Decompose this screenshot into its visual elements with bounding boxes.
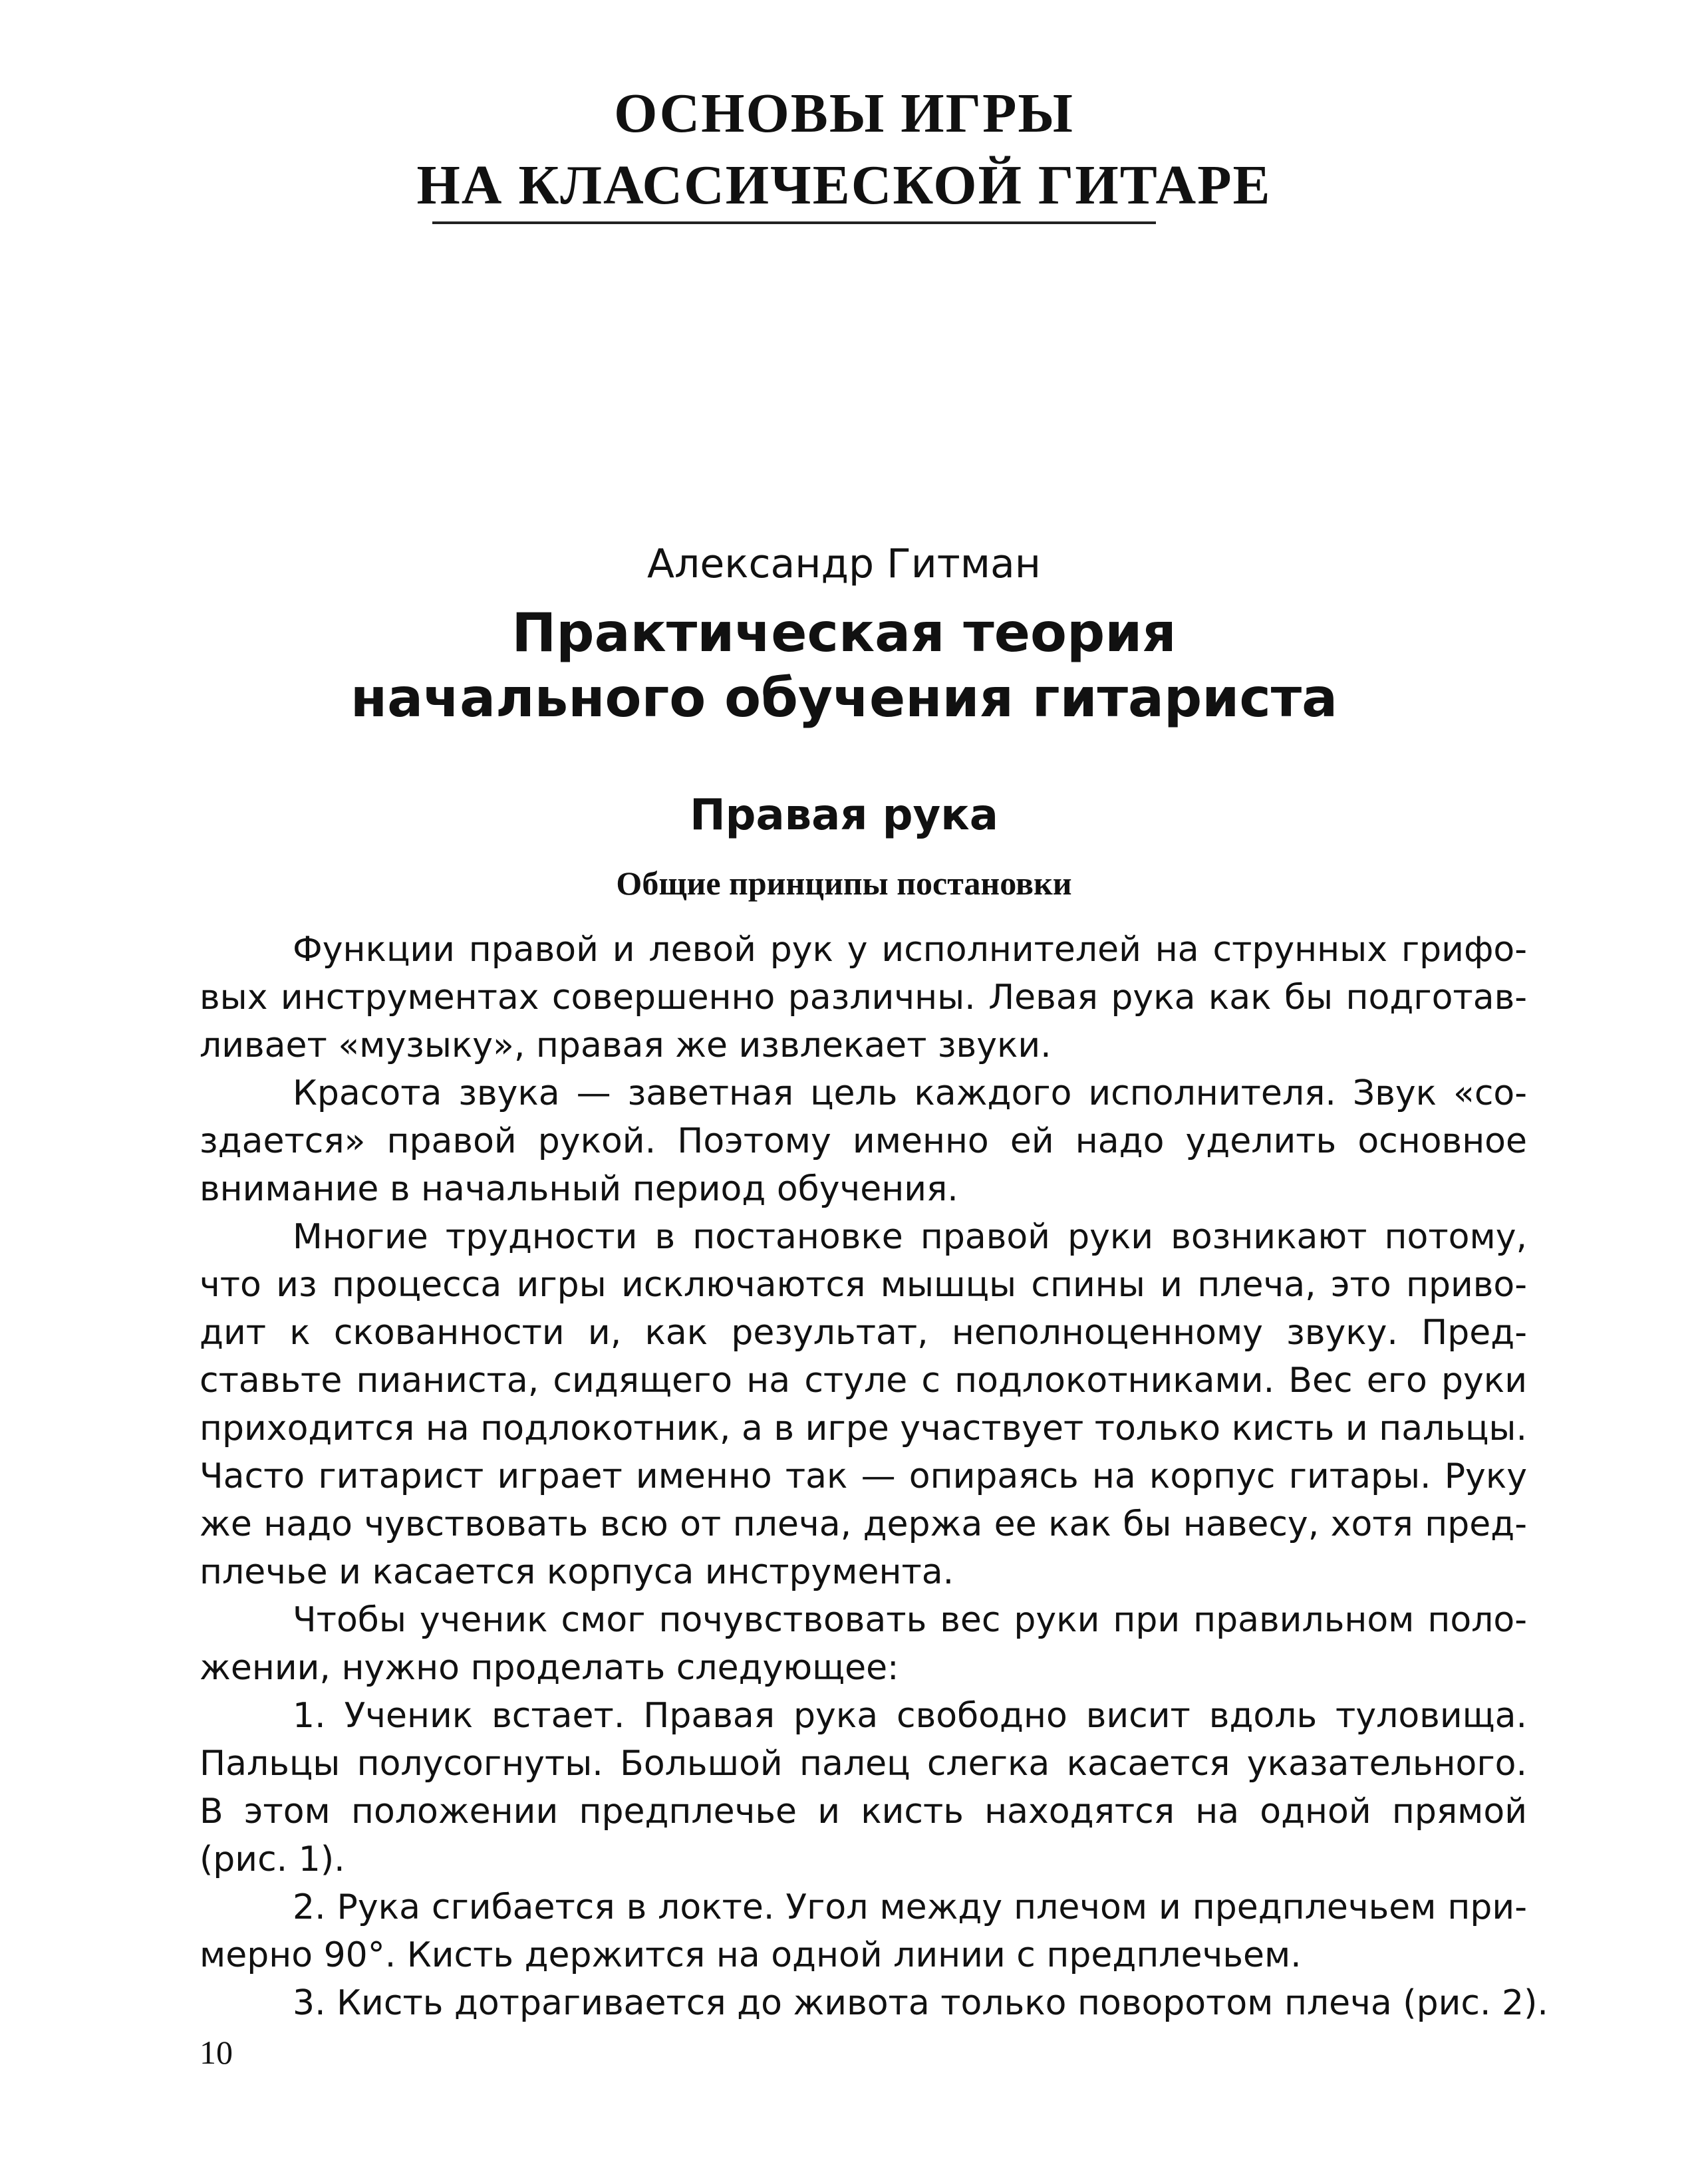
- body-line: внимание в начальный период обучения.: [200, 1169, 958, 1209]
- body-line: Чтобы ученик смог почувствовать вес руки при правильном поло-: [293, 1600, 1527, 1640]
- article-title-line-1: Практическая теория: [511, 602, 1177, 664]
- body-line: плечье и касается корпуса инструмента.: [200, 1552, 954, 1592]
- list-item-line: мерно 90°. Кисть держится на одной линии с предплечьем.: [200, 1935, 1302, 1975]
- body-line: здается» правой рукой. Поэтому именно ей надо уделить основное: [200, 1121, 1527, 1161]
- article-author: Александр Гитман: [647, 541, 1041, 587]
- list-item-line: 2. Рука сгибается в локте. Угол между плечом и предплечьем при-: [293, 1887, 1527, 1927]
- body-line: Часто гитарист играет именно так — опираясь на корпус гитары. Руку: [200, 1456, 1527, 1496]
- body-line: приходится на подлокотник, а в игре участвует только кисть и пальцы.: [200, 1409, 1527, 1448]
- body-line: ставьте пианиста, сидящего на стуле с подлокотниками. Вес его руки: [200, 1361, 1527, 1401]
- list-item-line: Пальцы полусогнуты. Большой палец слегка касается указательного.: [200, 1744, 1527, 1784]
- list-item-line: В этом положении предплечье и кисть находятся на одной прямой: [200, 1792, 1527, 1832]
- body-line: дит к скованности и, как результат, неполноценному звуку. Пред-: [200, 1313, 1527, 1353]
- body-line: что из процесса игры исключаются мышцы спины и плеча, это приво-: [200, 1265, 1527, 1305]
- body-line: Красота звука — заветная цель каждого исполнителя. Звук «со-: [293, 1073, 1527, 1113]
- body-line: Функции правой и левой рук у исполнителей на струнных грифо-: [293, 930, 1527, 970]
- article-title-line-2: начального обучения гитариста: [350, 667, 1338, 729]
- body-line: Многие трудности в постановке правой руки возникают потому,: [293, 1217, 1527, 1257]
- body-line: же надо чувствовать всю от плеча, держа ее как бы навесу, хотя пред-: [200, 1504, 1527, 1544]
- chapter-title-line-1: ОСНОВЫ ИГРЫ: [614, 82, 1074, 144]
- section-heading: Правая рука: [690, 791, 998, 840]
- list-item-line: 3. Кисть дотрагивается до живота только поворотом плеча (рис. 2).: [293, 1983, 1548, 2023]
- list-item-line: 1. Ученик встает. Правая рука свободно висит вдоль туловища.: [293, 1696, 1527, 1736]
- chapter-title-line-2: НА КЛАССИЧЕСКОЙ ГИТАРЕ: [416, 154, 1272, 216]
- body-line: ливает «музыку», правая же извлекает звуки.: [200, 1025, 1052, 1065]
- page-number: 10: [200, 2034, 233, 2071]
- title-underline: [432, 221, 1156, 224]
- subsection-heading: Общие принципы постановки: [616, 865, 1072, 902]
- body-line: жении, нужно проделать следующее:: [200, 1648, 899, 1688]
- list-item-line: (рис. 1).: [200, 1840, 345, 1879]
- body-line: вых инструментах совершенно различны. Левая рука как бы подготав-: [200, 978, 1527, 1018]
